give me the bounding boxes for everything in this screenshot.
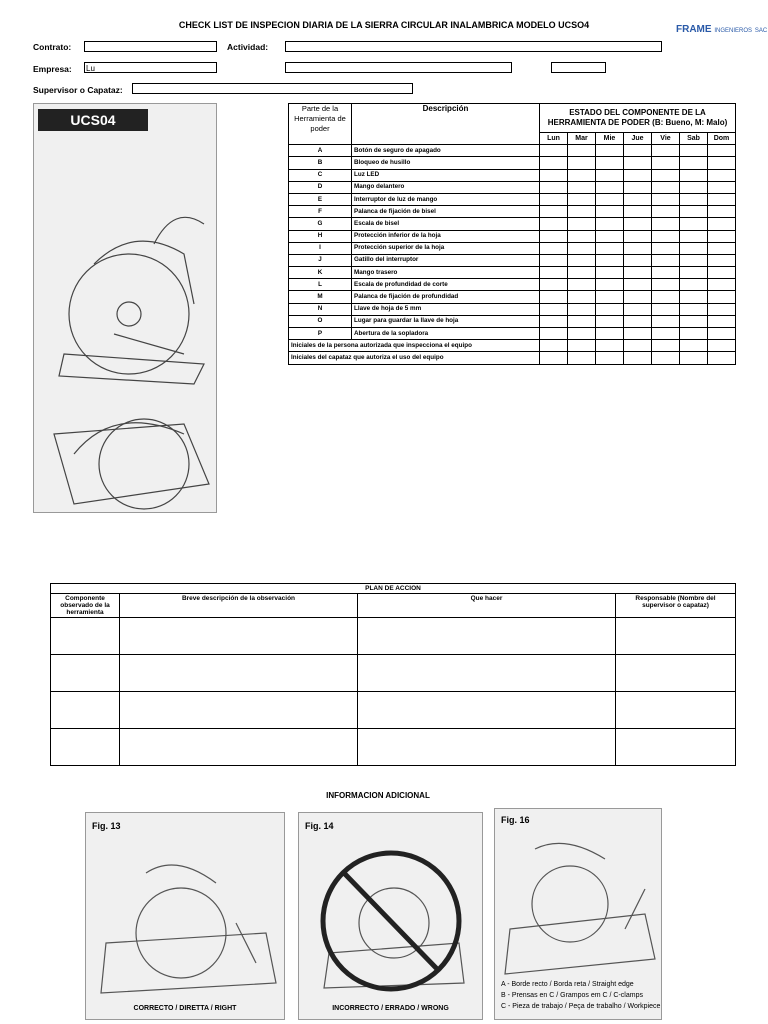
contrato-field[interactable]: [84, 41, 217, 52]
status-cell[interactable]: [540, 157, 568, 169]
extra-field-2[interactable]: [551, 62, 606, 73]
fig16-legend-b: B - Prensas en C / Grampos em C / C-clamps: [501, 992, 643, 999]
status-cell[interactable]: [624, 145, 652, 157]
status-cell[interactable]: [652, 193, 680, 205]
status-cell[interactable]: [708, 303, 736, 315]
status-cell[interactable]: [624, 315, 652, 327]
plan-cell[interactable]: [616, 655, 736, 692]
status-cell[interactable]: [652, 157, 680, 169]
status-cell[interactable]: [652, 328, 680, 340]
plan-col-responsable: Responsable (Nombre del supervisor o capataz): [616, 594, 736, 618]
status-cell[interactable]: [540, 303, 568, 315]
status-cell[interactable]: [540, 291, 568, 303]
footer-label: Iniciales de la persona autorizada que inspecciona el equipo: [289, 340, 540, 352]
info-title: INFORMACION ADICIONAL: [326, 791, 430, 800]
part-description: Escala de profundidad de corte: [352, 279, 540, 291]
header-estado: ESTADO DEL COMPONENTE DE LA HERRAMIENTA DE PODER (B: Bueno, M: Malo): [540, 104, 736, 133]
checklist-row: [289, 218, 736, 230]
plan-cell[interactable]: [616, 692, 736, 729]
initials-cell[interactable]: [708, 340, 736, 352]
day-header: Lun: [540, 133, 568, 145]
plan-cell[interactable]: [358, 618, 616, 655]
part-description: Llave de hoja de 5 mm: [352, 303, 540, 315]
status-cell[interactable]: [708, 230, 736, 242]
status-cell[interactable]: [680, 181, 708, 193]
plan-row: [51, 729, 736, 766]
status-cell[interactable]: [596, 193, 624, 205]
status-cell[interactable]: [540, 206, 568, 218]
part-code: A: [289, 145, 352, 157]
initials-cell[interactable]: [652, 352, 680, 364]
status-cell[interactable]: [568, 291, 596, 303]
status-cell[interactable]: [680, 169, 708, 181]
part-description: Escala de bisel: [352, 218, 540, 230]
checklist-row: [289, 193, 736, 205]
status-cell[interactable]: [596, 242, 624, 254]
part-code: N: [289, 303, 352, 315]
part-description: Protección superior de la hoja: [352, 242, 540, 254]
status-cell[interactable]: [596, 169, 624, 181]
checklist-row: [289, 267, 736, 279]
empresa-label: Empresa:: [33, 64, 72, 74]
status-cell[interactable]: [680, 279, 708, 291]
day-header: Mie: [596, 133, 624, 145]
status-cell[interactable]: [624, 193, 652, 205]
day-header: Sab: [680, 133, 708, 145]
plan-title: PLAN DE ACCION: [51, 584, 736, 594]
plan-cell[interactable]: [358, 692, 616, 729]
status-cell[interactable]: [540, 315, 568, 327]
checklist-row: [289, 303, 736, 315]
checklist-footer-row: [289, 352, 736, 364]
status-cell[interactable]: [652, 181, 680, 193]
plan-col-breve: Breve descripción de la observación: [120, 594, 358, 618]
fig13-label: Fig. 13: [92, 821, 121, 831]
plan-row: [51, 618, 736, 655]
status-cell[interactable]: [708, 267, 736, 279]
part-description: Mango trasero: [352, 267, 540, 279]
status-cell[interactable]: [624, 181, 652, 193]
status-cell[interactable]: [540, 242, 568, 254]
status-cell[interactable]: [680, 328, 708, 340]
initials-cell[interactable]: [624, 352, 652, 364]
extra-field-1[interactable]: [285, 62, 512, 73]
status-cell[interactable]: [596, 328, 624, 340]
status-cell[interactable]: [624, 169, 652, 181]
initials-cell[interactable]: [680, 340, 708, 352]
checklist-row: [289, 157, 736, 169]
fig16-legend-c: C - Pieza de trabajo / Peça de trabalho / Workpiece: [501, 1003, 661, 1010]
initials-cell[interactable]: [568, 352, 596, 364]
status-cell[interactable]: [680, 267, 708, 279]
status-cell[interactable]: [708, 279, 736, 291]
status-cell[interactable]: [624, 291, 652, 303]
fig16-image: [494, 808, 662, 1020]
status-cell[interactable]: [624, 218, 652, 230]
status-cell[interactable]: [652, 267, 680, 279]
status-cell[interactable]: [708, 193, 736, 205]
status-cell[interactable]: [708, 328, 736, 340]
part-description: Protección inferior de la hoja: [352, 230, 540, 242]
plan-cell[interactable]: [120, 655, 358, 692]
part-code: O: [289, 315, 352, 327]
status-cell[interactable]: [708, 145, 736, 157]
plan-cell[interactable]: [616, 729, 736, 766]
status-cell[interactable]: [680, 254, 708, 266]
fig16-label: Fig. 16: [501, 815, 530, 825]
inspection-checklist-table: [288, 103, 736, 365]
status-cell[interactable]: [596, 291, 624, 303]
status-cell[interactable]: [708, 169, 736, 181]
status-cell[interactable]: [568, 315, 596, 327]
day-header: Mar: [568, 133, 596, 145]
plan-cell[interactable]: [120, 618, 358, 655]
status-cell[interactable]: [624, 328, 652, 340]
status-cell[interactable]: [568, 206, 596, 218]
fig13-sketch-icon: [86, 813, 284, 1019]
plan-col-componente: Componente observado de la herramienta: [51, 594, 120, 618]
header-parte: Parte de la Herramienta de poder: [289, 104, 352, 145]
logo-sac: SAC: [754, 28, 768, 34]
status-cell[interactable]: [680, 145, 708, 157]
status-cell[interactable]: [652, 303, 680, 315]
plan-cell[interactable]: [51, 655, 120, 692]
status-cell[interactable]: [596, 206, 624, 218]
part-description: Interruptor de luz de mango: [352, 193, 540, 205]
status-cell[interactable]: [652, 242, 680, 254]
status-cell[interactable]: [568, 328, 596, 340]
status-cell[interactable]: [568, 181, 596, 193]
status-cell[interactable]: [540, 169, 568, 181]
day-header: Dom: [708, 133, 736, 145]
status-cell[interactable]: [568, 254, 596, 266]
fig13-image: [85, 812, 285, 1020]
status-cell[interactable]: [596, 157, 624, 169]
initials-cell[interactable]: [708, 352, 736, 364]
status-cell[interactable]: [596, 230, 624, 242]
status-cell[interactable]: [624, 206, 652, 218]
status-cell[interactable]: [680, 157, 708, 169]
status-cell[interactable]: [540, 218, 568, 230]
status-cell[interactable]: [540, 193, 568, 205]
header-descripcion: Descripción: [352, 104, 540, 145]
status-cell[interactable]: [652, 206, 680, 218]
part-code: E: [289, 193, 352, 205]
checklist-row: [289, 254, 736, 266]
action-plan-table: [50, 583, 736, 766]
status-cell[interactable]: [568, 242, 596, 254]
initials-cell[interactable]: [540, 340, 568, 352]
status-cell[interactable]: [596, 315, 624, 327]
fig16-legend-a: A - Borde recto / Borda reta / Straight edge: [501, 981, 634, 988]
status-cell[interactable]: [568, 279, 596, 291]
part-code: J: [289, 254, 352, 266]
status-cell[interactable]: [540, 328, 568, 340]
status-cell[interactable]: [708, 181, 736, 193]
part-code: B: [289, 157, 352, 169]
plan-cell[interactable]: [51, 618, 120, 655]
status-cell[interactable]: [708, 206, 736, 218]
status-cell[interactable]: [596, 267, 624, 279]
status-cell[interactable]: [540, 267, 568, 279]
part-description: Lugar para guardar la llave de hoja: [352, 315, 540, 327]
status-cell[interactable]: [652, 291, 680, 303]
fig14-label: Fig. 14: [305, 821, 334, 831]
status-cell[interactable]: [680, 193, 708, 205]
status-cell[interactable]: [624, 279, 652, 291]
model-label: UCS04: [38, 109, 148, 131]
initials-cell[interactable]: [568, 340, 596, 352]
fig13-caption: CORRECTO / DIRETTA / RIGHT: [133, 1005, 237, 1012]
checklist-body: [289, 145, 736, 364]
checklist-row: [289, 328, 736, 340]
status-cell[interactable]: [596, 279, 624, 291]
status-cell[interactable]: [624, 242, 652, 254]
checklist-row: [289, 181, 736, 193]
status-cell[interactable]: [708, 291, 736, 303]
part-code: K: [289, 267, 352, 279]
status-cell[interactable]: [680, 315, 708, 327]
checklist-row: [289, 291, 736, 303]
plan-cell[interactable]: [358, 729, 616, 766]
status-cell[interactable]: [540, 181, 568, 193]
fig14-caption: INCORRECTO / ERRADO / WRONG: [332, 1005, 449, 1012]
initials-cell[interactable]: [596, 352, 624, 364]
status-cell[interactable]: [708, 315, 736, 327]
status-cell[interactable]: [652, 169, 680, 181]
part-code: M: [289, 291, 352, 303]
plan-row: [51, 692, 736, 729]
actividad-field[interactable]: [285, 41, 662, 52]
status-cell[interactable]: [568, 218, 596, 230]
status-cell[interactable]: [568, 157, 596, 169]
initials-cell[interactable]: [652, 340, 680, 352]
day-header: Vie: [652, 133, 680, 145]
status-cell[interactable]: [624, 157, 652, 169]
part-code: G: [289, 218, 352, 230]
checklist-footer-row: [289, 340, 736, 352]
status-cell[interactable]: [624, 267, 652, 279]
initials-cell[interactable]: [540, 352, 568, 364]
plan-cell[interactable]: [51, 729, 120, 766]
part-description: Palanca de fijación de bisel: [352, 206, 540, 218]
status-cell[interactable]: [680, 242, 708, 254]
saw-sketch-icon: [34, 104, 216, 512]
company-logo: [676, 24, 767, 35]
checklist-row: [289, 230, 736, 242]
status-cell[interactable]: [568, 267, 596, 279]
status-cell[interactable]: [680, 291, 708, 303]
checklist-row: [289, 315, 736, 327]
checklist-row: [289, 169, 736, 181]
contrato-label: Contrato:: [33, 42, 72, 52]
initials-cell[interactable]: [680, 352, 708, 364]
status-cell[interactable]: [568, 169, 596, 181]
status-cell[interactable]: [540, 145, 568, 157]
part-code: I: [289, 242, 352, 254]
plan-col-que: Que hacer: [358, 594, 616, 618]
supervisor-field[interactable]: [132, 83, 413, 94]
status-cell[interactable]: [568, 303, 596, 315]
page-title: CHECK LIST DE INSPECION DIARIA DE LA SIERRA CIRCULAR INALAMBRICA MODELO UCSO4: [178, 20, 590, 30]
part-code: F: [289, 206, 352, 218]
supervisor-label: Supervisor o Capataz:: [33, 85, 123, 95]
fig14-image: [298, 812, 483, 1020]
checklist-row: [289, 279, 736, 291]
part-code: C: [289, 169, 352, 181]
status-cell[interactable]: [568, 230, 596, 242]
actividad-label: Actividad:: [227, 42, 269, 52]
initials-cell[interactable]: [624, 340, 652, 352]
plan-cell[interactable]: [51, 692, 120, 729]
part-description: Botón de seguro de apagado: [352, 145, 540, 157]
status-cell[interactable]: [652, 230, 680, 242]
status-cell[interactable]: [680, 218, 708, 230]
status-cell[interactable]: [708, 254, 736, 266]
status-cell[interactable]: [596, 145, 624, 157]
status-cell[interactable]: [708, 157, 736, 169]
part-description: Mango delantero: [352, 181, 540, 193]
fig14-sketch-icon: [299, 813, 482, 1019]
part-code: P: [289, 328, 352, 340]
checklist-row: [289, 145, 736, 157]
plan-cell[interactable]: [120, 692, 358, 729]
part-code: D: [289, 181, 352, 193]
day-header: Jue: [624, 133, 652, 145]
part-description: Luz LED: [352, 169, 540, 181]
status-cell[interactable]: [596, 181, 624, 193]
status-cell[interactable]: [596, 254, 624, 266]
checklist-row: [289, 242, 736, 254]
status-cell[interactable]: [680, 206, 708, 218]
part-description: Bloqueo de husillo: [352, 157, 540, 169]
plan-row: [51, 655, 736, 692]
part-description: Gatillo del interruptor: [352, 254, 540, 266]
status-cell[interactable]: [652, 218, 680, 230]
logo-main: FRAME: [676, 24, 712, 35]
status-cell[interactable]: [568, 193, 596, 205]
status-cell[interactable]: [540, 279, 568, 291]
status-cell[interactable]: [596, 303, 624, 315]
part-description: Palanca de fijación de profundidad: [352, 291, 540, 303]
status-cell[interactable]: [624, 254, 652, 266]
status-cell[interactable]: [540, 254, 568, 266]
saw-diagram-image: [33, 103, 217, 513]
status-cell[interactable]: [652, 279, 680, 291]
logo-sub: INGENIEROS: [714, 28, 753, 34]
part-code: L: [289, 279, 352, 291]
status-cell[interactable]: [652, 315, 680, 327]
initials-cell[interactable]: [596, 340, 624, 352]
status-cell[interactable]: [652, 145, 680, 157]
status-cell[interactable]: [624, 230, 652, 242]
status-cell[interactable]: [540, 230, 568, 242]
status-cell[interactable]: [624, 303, 652, 315]
plan-cell[interactable]: [616, 618, 736, 655]
plan-cell[interactable]: [358, 655, 616, 692]
checklist-row: [289, 206, 736, 218]
status-cell[interactable]: [652, 254, 680, 266]
status-cell[interactable]: [568, 145, 596, 157]
footer-label: Iniciales del capataz que autoriza el uso del equipo: [289, 352, 540, 364]
status-cell[interactable]: [708, 218, 736, 230]
part-description: Abertura de la sopladora: [352, 328, 540, 340]
status-cell[interactable]: [708, 242, 736, 254]
status-cell[interactable]: [680, 230, 708, 242]
status-cell[interactable]: [596, 218, 624, 230]
status-cell[interactable]: [680, 303, 708, 315]
empresa-field[interactable]: Lu: [84, 62, 217, 73]
plan-cell[interactable]: [120, 729, 358, 766]
part-code: H: [289, 230, 352, 242]
